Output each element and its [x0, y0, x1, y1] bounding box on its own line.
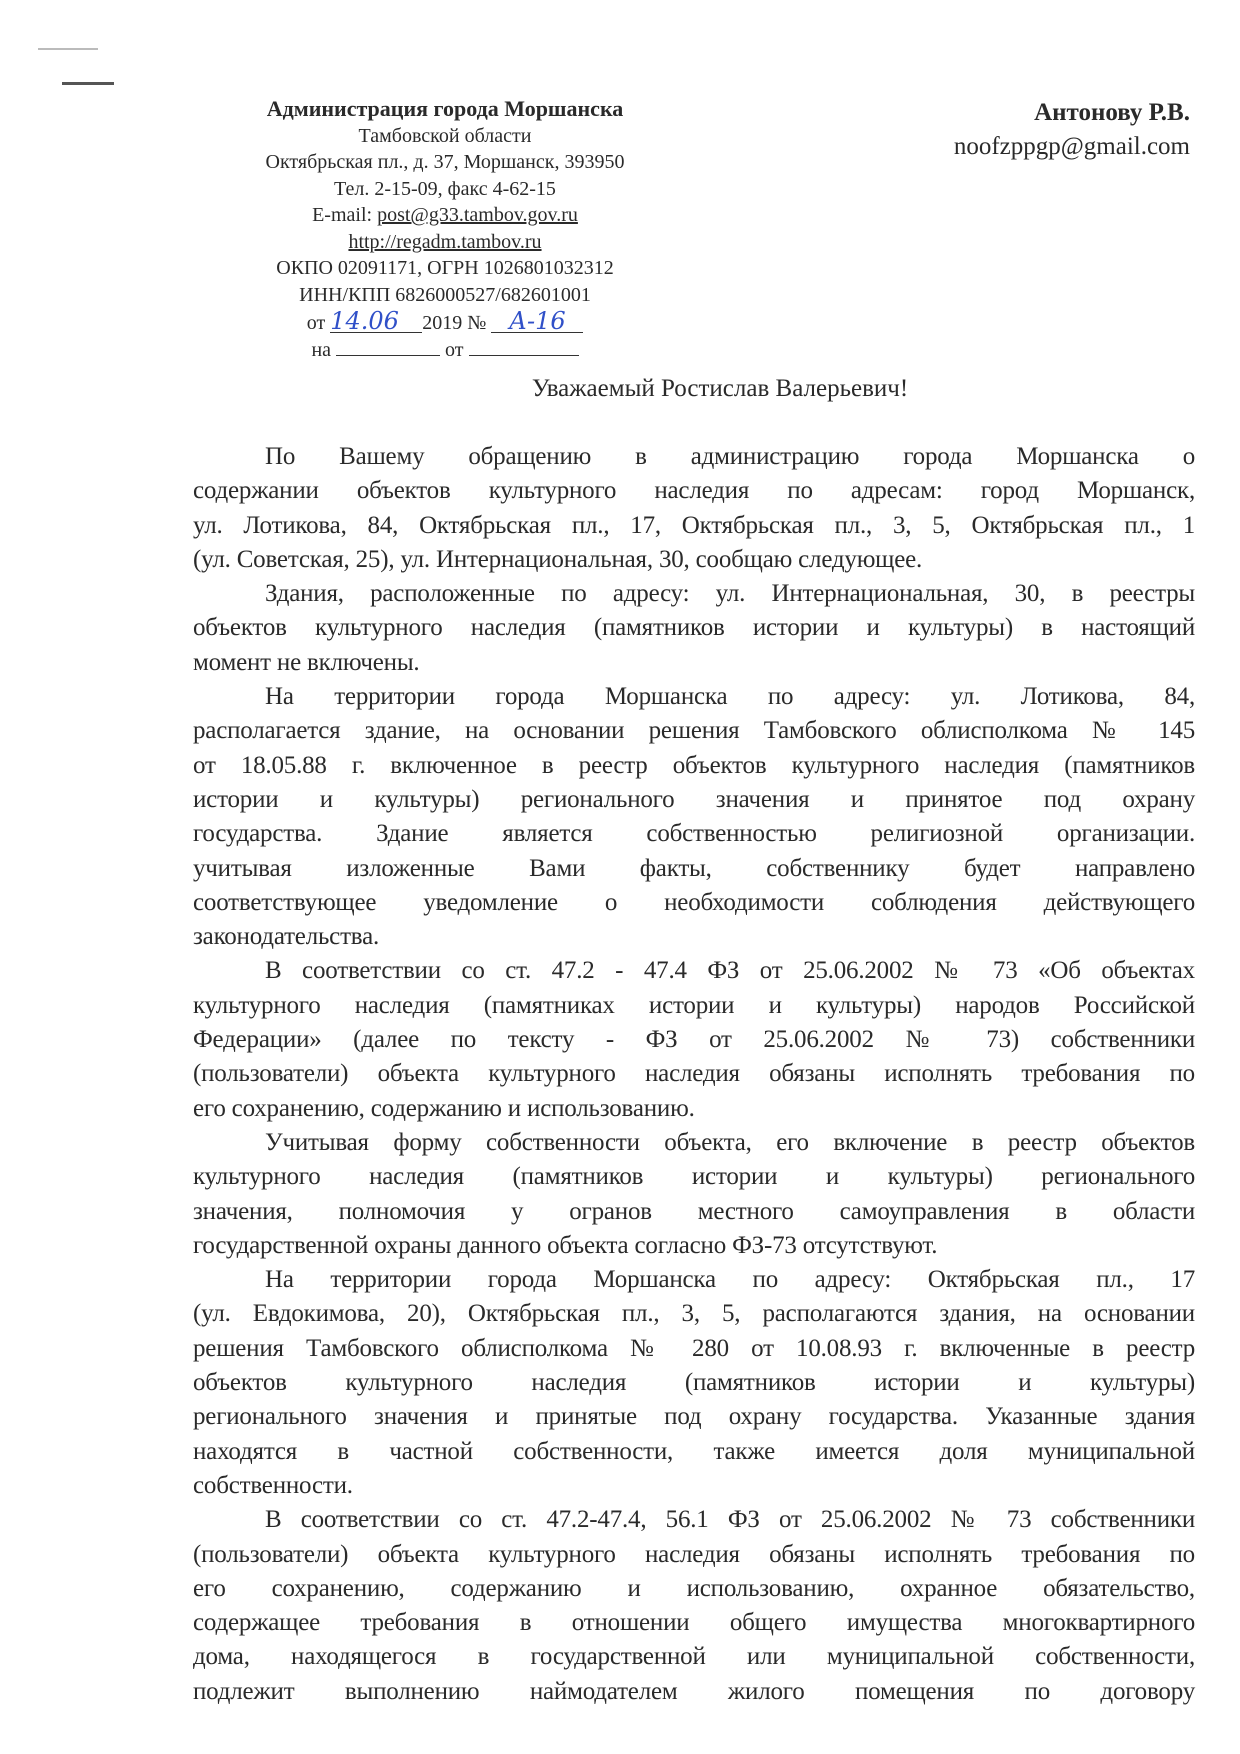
recipient-email: noofzppgp@gmail.com	[953, 133, 1190, 160]
text-line: подлежит выполнению наймодателем жилого помещения по договору	[193, 1677, 1195, 1705]
text-line: Здания, расположенные по адресу: ул. Интернациональная, 30, в реестры	[265, 580, 1195, 608]
year-number: 2019 №	[422, 312, 492, 334]
scan-mark	[62, 82, 114, 85]
text-line: его сохранению, содержанию и использованию.	[193, 1094, 695, 1122]
text-line: Федерации» (далее по тексту - ФЗ от 25.06.2002 № 73) собственники	[193, 1026, 1195, 1054]
scan-artifact	[38, 48, 98, 50]
text-line: объектов культурного наследия (памятников истории и культуры)	[193, 1369, 1195, 1397]
sender-email-row	[205, 202, 685, 229]
paragraph	[193, 1126, 1195, 1263]
text-line: соответствующее уведомление о необходимости соблюдения действующего	[193, 888, 1195, 916]
sender-email-link[interactable]: post@g33.tambov.gov.ru	[377, 204, 578, 226]
text-line: содержании объектов культурного наследия по адресам: город Моршанск,	[193, 477, 1195, 505]
text-line: учитывая изложенные Вами факты, собственнику будет направлено	[193, 854, 1195, 882]
text-line: ул. Лотикова, 84, Октябрьская пл., 17, Октябрьская пл., 3, 5, Октябрьская пл., 1	[193, 511, 1195, 539]
text-line: значения, полномочия у огранов местного самоуправления в области	[193, 1197, 1195, 1225]
text-line: (ул. Советская, 25), ул. Интернациональная, 30, сообщаю следующее.	[193, 545, 923, 573]
text-line: Учитывая форму собственности объекта, его включение в реестр объектов	[265, 1128, 1195, 1156]
handwritten-number: А-16	[491, 310, 583, 333]
text-line: дома, находящегося в государственной или муниципальной собственности,	[193, 1643, 1195, 1671]
handwritten-date: 14.06	[330, 310, 422, 333]
text-line: В соответствии со ст. 47.2 - 47.4 ФЗ от 25.06.2002 № 73 «Об объектах	[265, 957, 1195, 985]
sender-region: Тамбовской области	[358, 124, 532, 147]
text-line: объектов культурного наследия (памятников истории и культуры) в настоящий	[193, 614, 1195, 642]
paragraph	[193, 954, 1195, 1125]
reference-line	[205, 337, 685, 364]
ref-na-label: на	[311, 338, 337, 361]
paragraph	[193, 577, 1195, 680]
text-line: его сохранению, содержанию и использованию, охранное обязательство,	[193, 1574, 1195, 1602]
text-line: государственной охраны данного объекта согласно ФЗ-73 отсутствуют.	[193, 1231, 938, 1259]
ref-blank-1	[336, 337, 440, 356]
text-line: (пользователи) объекта культурного наследия обязаны исполнять требования по	[193, 1060, 1195, 1088]
text-line: На территории города Моршанска по адресу: Октябрьская пл., 17	[265, 1266, 1195, 1294]
text-line: (ул. Евдокимова, 20), Октябрьская пл., 3, 5, располагаются здания, на основании	[193, 1300, 1195, 1328]
sender-org: Администрация города Моршанска	[266, 96, 624, 121]
sender-inn-kpp: ИНН/КПП 6826000527/682601001	[299, 283, 591, 306]
text-line: регионального значения и принятые под охрану государства. Указанные здания	[193, 1403, 1195, 1431]
email-label: E-mail:	[312, 204, 378, 226]
letter-date-number	[205, 307, 685, 337]
sender-block	[205, 96, 685, 363]
sender-website-link[interactable]: http://regadm.tambov.ru	[348, 230, 542, 253]
letter-body	[193, 440, 1195, 1709]
sender-phone: Тел. 2-15-09, факс 4-62-15	[334, 177, 556, 200]
text-line: истории и культуры) регионального значения и принятое под охрану	[193, 785, 1195, 813]
text-line: По Вашему обращению в администрацию города Моршанска о	[265, 443, 1195, 470]
text-line: государства. Здание является собственностью религиозной организации.	[193, 820, 1195, 848]
text-line: культурного наследия (памятников истории и культуры) регионального	[193, 1163, 1195, 1191]
text-line: содержащее требования в отношении общего имущества многоквартирного	[193, 1609, 1195, 1637]
ref-blank-2	[469, 337, 579, 356]
text-line: решения Тамбовского облисполкома № 280 от 10.08.93 г. включенные в реестр	[193, 1334, 1195, 1362]
sender-okpo-ogrn: ОКПО 02091171, ОГРН 1026801032312	[276, 257, 614, 279]
recipient-name: Антонову Р.В.	[1034, 99, 1190, 126]
text-line: В соответствии со ст. 47.2-47.4, 56.1 ФЗ от 25.06.2002 № 73 собственники	[265, 1506, 1195, 1534]
text-line: На территории города Моршанска по адресу: ул. Лотикова, 84,	[265, 683, 1195, 711]
text-line: находятся в частной собственности, также имеется доля муниципальной	[193, 1437, 1195, 1465]
text-line: законодательства.	[193, 923, 380, 951]
text-line: собственности.	[193, 1471, 353, 1499]
text-line: момент не включены.	[193, 648, 420, 676]
text-line: (пользователи) объекта культурного наследия обязаны исполнять требования по	[193, 1540, 1195, 1568]
paragraph	[193, 1263, 1195, 1503]
ref-ot-label: от	[440, 338, 469, 361]
paragraph	[193, 440, 1195, 577]
recipient-block	[954, 96, 1190, 164]
greeting: Уважаемый Ростислав Валерьевич!	[531, 375, 909, 402]
paragraph	[193, 1503, 1195, 1709]
date-prefix: от	[306, 312, 331, 334]
paragraph	[193, 680, 1195, 954]
text-line: от 18.05.88 г. включенное в реестр объектов культурного наследия (памятников	[193, 751, 1195, 779]
text-line: культурного наследия (памятниках истории и культуры) народов Российской	[193, 991, 1195, 1019]
text-line: располагается здание, на основании решения Тамбовского облисполкома № 145	[193, 717, 1195, 745]
sender-address: Октябрьская пл., д. 37, Моршанск, 393950	[265, 151, 625, 173]
